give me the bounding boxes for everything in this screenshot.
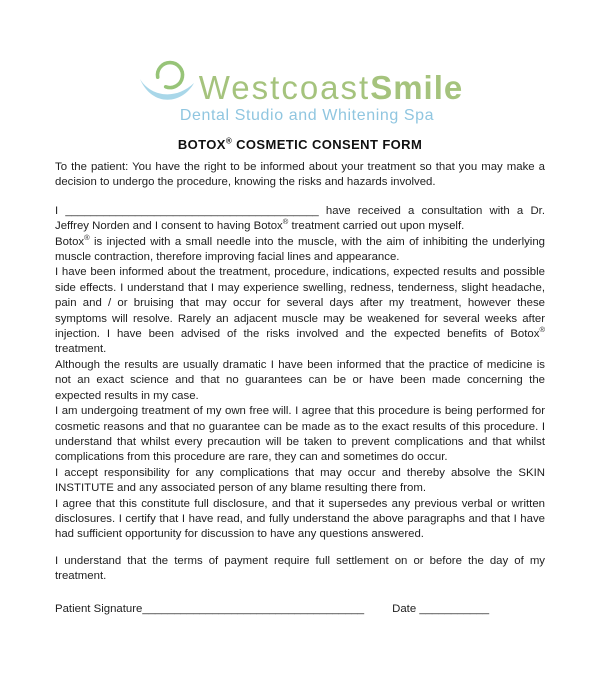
patient-signature-label: Patient Signature [55, 602, 143, 615]
registered-trademark-icon: ® [225, 136, 233, 146]
form-title [0, 137, 600, 152]
date-blank: ___________ [419, 602, 490, 615]
registered-trademark-icon: ® [539, 325, 545, 335]
clinic-name-first: Westcoast [198, 69, 371, 106]
clinic-tagline: Dental Studio and Whitening Spa [179, 107, 435, 124]
clinic-logo [0, 56, 600, 104]
document-header [0, 0, 600, 152]
smile-swoosh-icon [137, 58, 197, 112]
consent-paragraph: I agree that this constitute full disclosure, and that it supersedes any previous verbal or written disclosures. I certify that I have read, and fully understand the above paragraphs and that I have had sufficient opportunity for discussion to have any questions answered. [55, 497, 545, 541]
registered-trademark-icon: ® [282, 217, 289, 227]
registered-trademark-icon: ® [84, 232, 90, 242]
clinic-name-second: Smile [370, 69, 464, 106]
date-label: Date [392, 602, 420, 615]
consent-paragraph: To the patient: You have the right to be informed about your treatment so that you may make a decision to undergo the procedure, knowing the risks and hazards involved. [55, 161, 545, 189]
consent-paragraph: I have been informed about the treatment, procedure, indications, expected results and possible side effects. I understand that I may experience swelling, redness, tenderness, slight headache, pain and / or bruising that may occur for several days after my treatment, however these symptoms will resolve. Rarely an adjacent muscle may be weakened for several weeks after injection. I have been advised of the risks involved and the expected benefits of Botox® treatment. [55, 266, 545, 356]
date-group [392, 602, 489, 617]
consent-paragraph: Although the results are usually dramatic I have been informed that the practice of medicine is not an exact science and that no guarantees can be or have been made concerning the expected results in my case. [55, 358, 545, 402]
body-paragraphs [55, 160, 545, 585]
consent-paragraph: I accept responsibility for any complications that may occur and thereby absolve the SKIN INSTITUTE and any associated person of any blame resulting there from. [55, 466, 545, 495]
signature-row [55, 602, 545, 617]
form-title-post: COSMETIC CONSENT FORM [232, 137, 423, 152]
consent-paragraph: Botox® is injected with a small needle into the muscle, with the aim of inhibiting the underlying muscle contraction, therefore improving facial lines and appearance. [55, 232, 545, 264]
consent-paragraph: I ________________________________________ have received a consultation with a Dr. Jeffrey Norden and I consent to having Botox® treatment carried out upon myself. [55, 204, 545, 233]
patient-signature-blank: ___________________________________ [142, 602, 365, 615]
consent-paragraph: I am undergoing treatment of my own free will. I agree that this procedure is being performed for cosmetic reasons and that no guarantee can be made as to the exact results of this procedure. I understand that whilst every precaution will be taken to prevent complications and that whilst complications from this procedure are rare, they can and sometimes do occur. [55, 405, 545, 464]
clinic-name [199, 71, 464, 104]
form-title-pre: BOTOX [177, 137, 226, 152]
consent-paragraph: I understand that the terms of payment require full settlement on or before the day of my treatment. [55, 554, 545, 583]
